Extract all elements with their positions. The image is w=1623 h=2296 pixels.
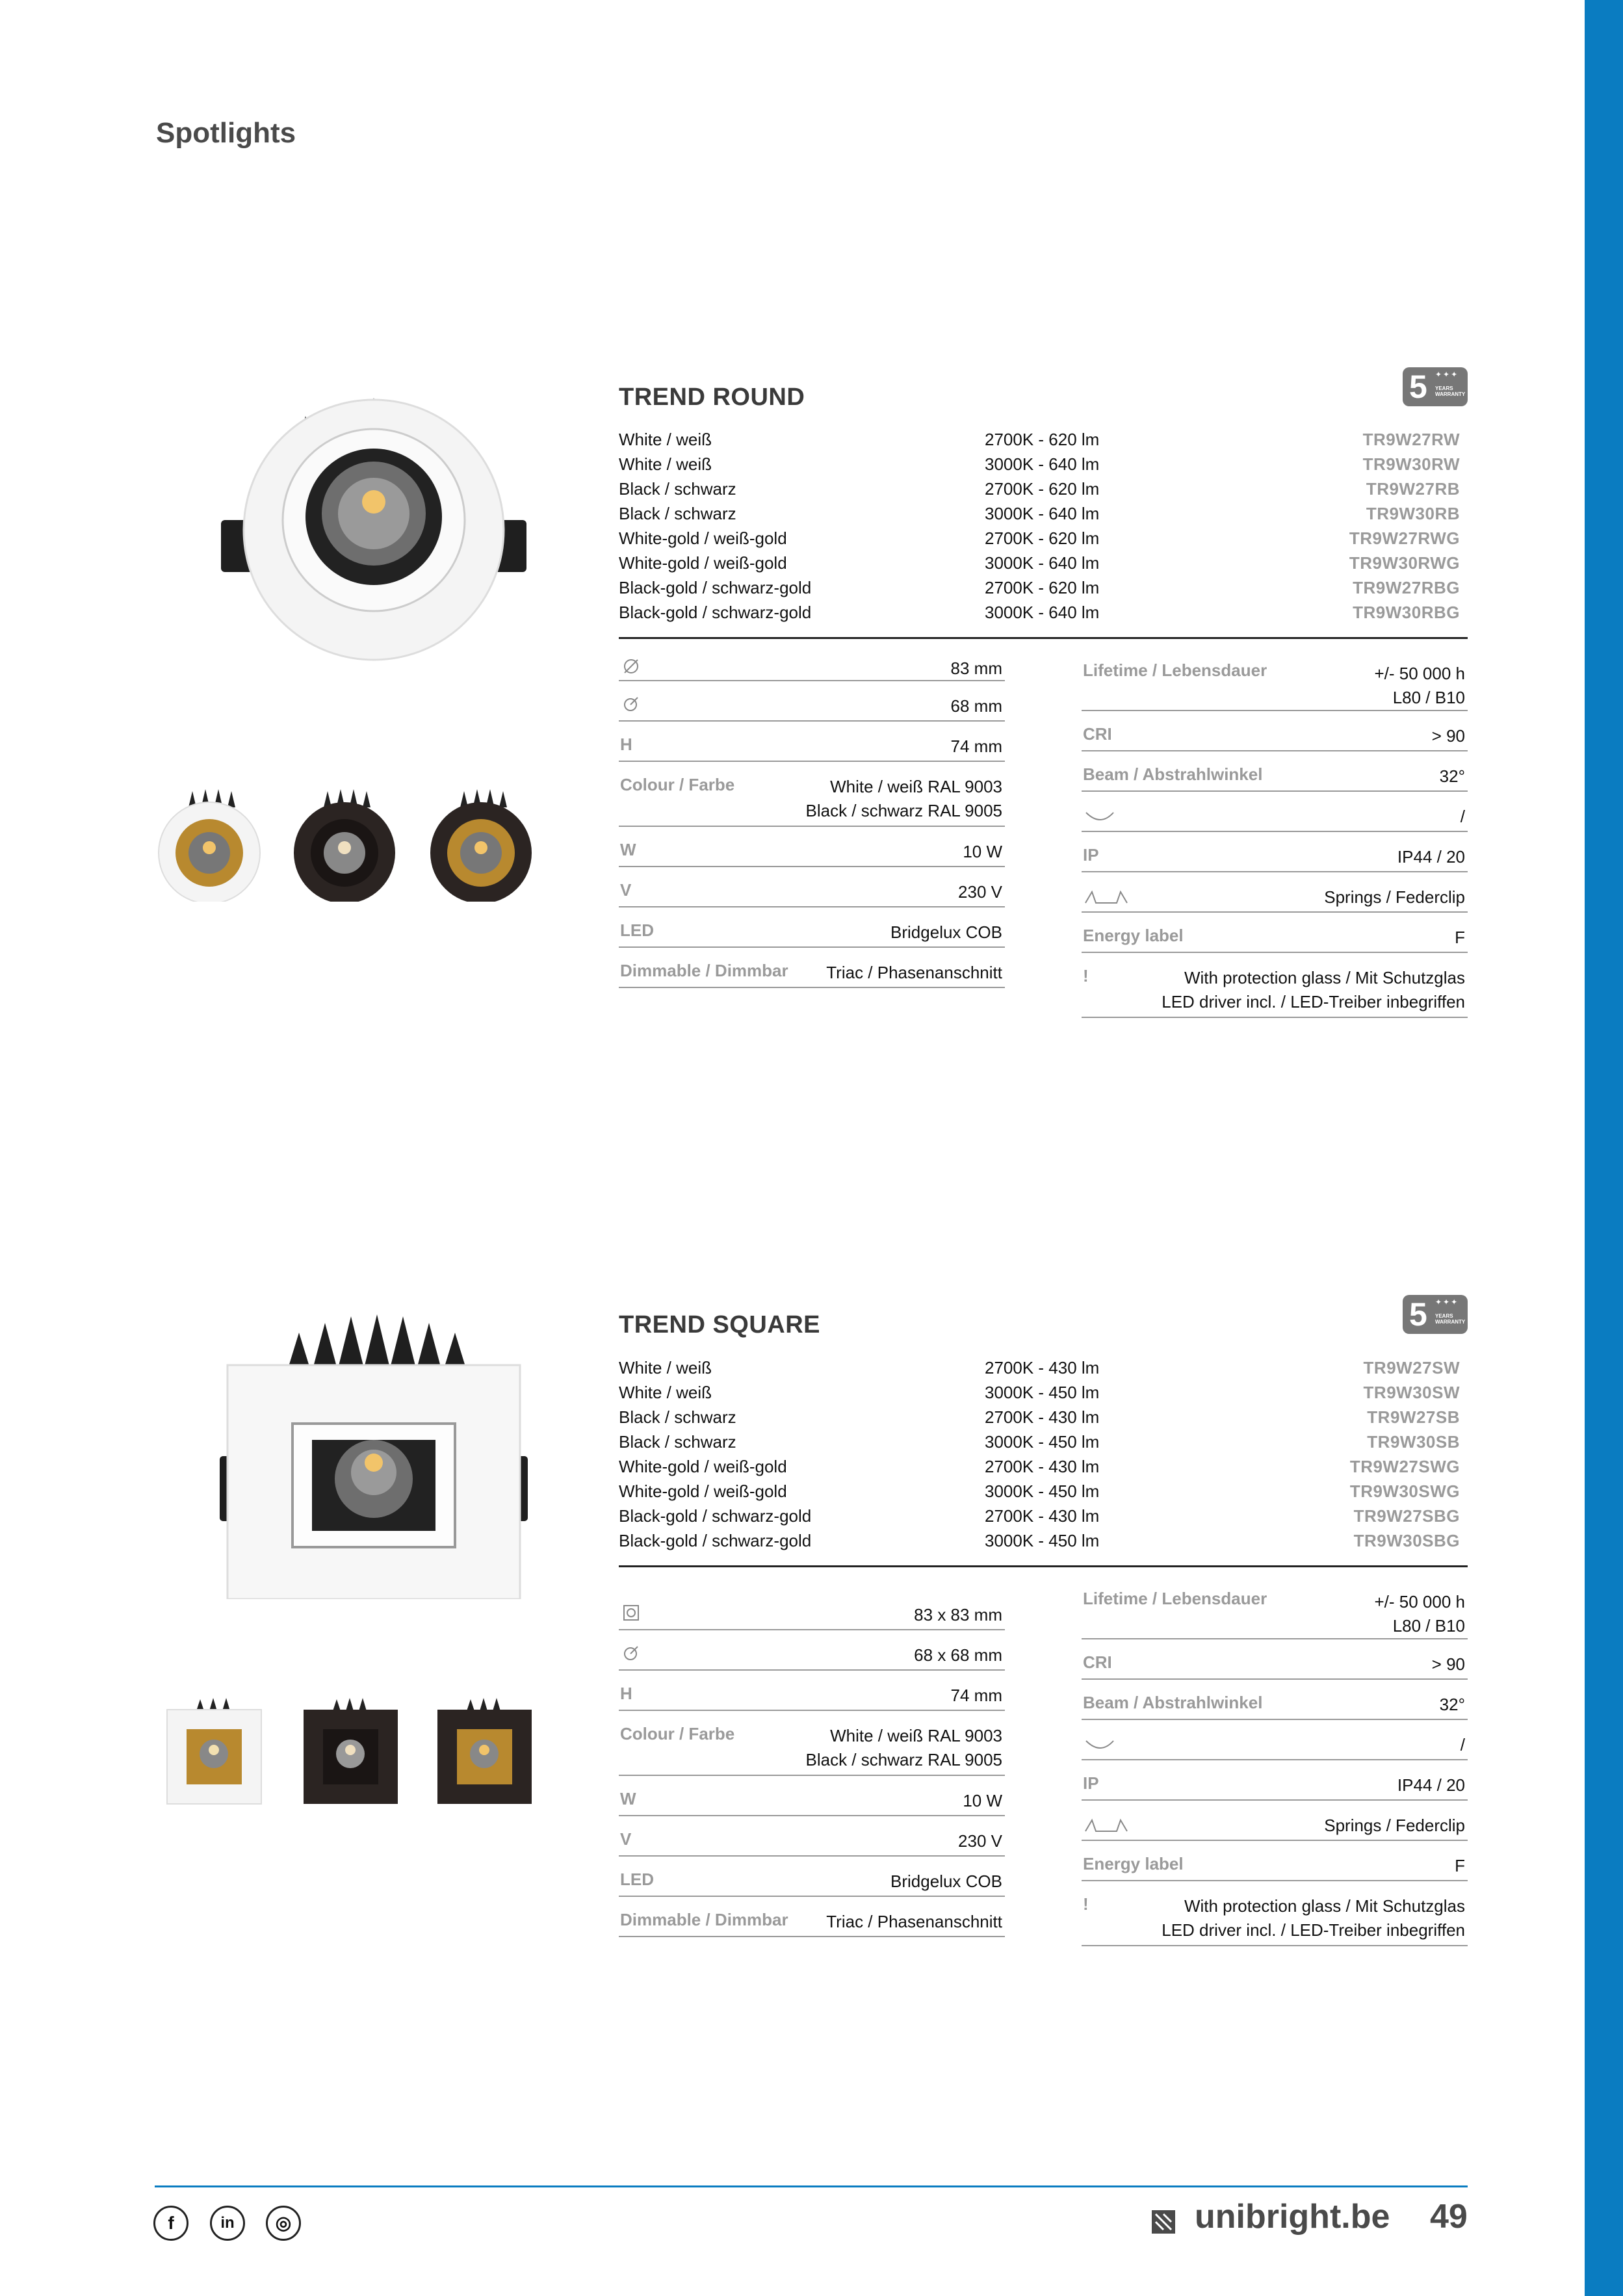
thumbnail-white-gold: [164, 1698, 265, 1805]
product-image-round: [214, 390, 533, 676]
variant-list: [619, 427, 1468, 625]
variant-row: Black-gold / schwarz-gold 3000K - 640 lm TR9W30RBG: [619, 603, 1460, 622]
spec-row-beam: Beam / Abstrahlwinkel 32°: [1082, 751, 1468, 792]
spec-row-cutout: 68 mm: [619, 681, 1005, 722]
spec-row-volt: V 230 V: [619, 867, 1005, 907]
footer-divider: [155, 2185, 1468, 2187]
variant-list: [619, 1355, 1468, 1553]
instagram-icon[interactable]: ◎: [266, 2206, 301, 2241]
spec-row-colour: Colour / Farbe White / weiß RAL 9003 Black / schwarz RAL 9005: [619, 1711, 1005, 1776]
spec-row-mounting: Springs / Federclip: [1082, 872, 1468, 913]
spec-row-dimmable: Dimmable / Dimmbar Triac / Phasenanschnitt: [619, 948, 1005, 988]
variant-row: White / weiß 3000K - 450 lm TR9W30SW: [619, 1383, 1460, 1402]
spec-table-right: [1082, 1584, 1468, 1946]
divider: [619, 637, 1468, 639]
spec-table-right: [1082, 655, 1468, 1018]
spec-row-size: 83 x 83 mm: [619, 1590, 1005, 1630]
divider: [619, 1565, 1468, 1567]
spec-row-cri: CRI > 90: [1082, 1639, 1468, 1680]
warranty-badge: 5 ✦✦✦ YEARS WARRANTY: [1403, 367, 1468, 406]
variant-row: Black-gold / schwarz-gold 3000K - 450 lm TR9W30SBG: [619, 1531, 1460, 1550]
spec-table-left: [619, 650, 1005, 988]
spec-row-colour: Colour / Farbe White / weiß RAL 9003 Black / schwarz RAL 9005: [619, 762, 1005, 827]
mounting-icon: [1084, 1815, 1130, 1834]
tilt-icon: [1084, 1736, 1117, 1755]
variant-row: Black / schwarz 3000K - 450 lm TR9W30SB: [619, 1432, 1460, 1452]
thumbnail-black-gold: [428, 788, 535, 902]
spec-row-diameter: 83 mm: [619, 650, 1005, 681]
variant-row: White-gold / weiß-gold 2700K - 430 lm TR9W27SWG: [619, 1457, 1460, 1476]
spec-row-height: H 74 mm: [619, 1671, 1005, 1711]
product-image-square: [214, 1307, 533, 1599]
square-size-icon: [621, 1603, 641, 1623]
variant-row: Black-gold / schwarz-gold 2700K - 620 lm TR9W27RBG: [619, 578, 1460, 597]
spec-row-ip: IP IP44 / 20: [1082, 832, 1468, 872]
variant-row: White / weiß 2700K - 430 lm TR9W27SW: [619, 1358, 1460, 1377]
spec-row-tilt: /: [1082, 1720, 1468, 1760]
variant-row: White-gold / weiß-gold 3000K - 640 lm TR9W30RWG: [619, 553, 1460, 573]
variant-row: Black / schwarz 3000K - 640 lm TR9W30RB: [619, 504, 1460, 523]
spec-table-left: [619, 1590, 1005, 1937]
spec-row-notes: ! With protection glass / Mit Schutzglas LED driver incl. / LED-Treiber inbegriffen: [1082, 953, 1468, 1018]
cutout-icon: [621, 694, 641, 714]
diameter-icon: [621, 657, 641, 676]
spec-row-lifetime: Lifetime / Lebensdauer +/- 50 000 h L80 / B10: [1082, 1584, 1468, 1639]
spec-row-cutout: 68 x 68 mm: [619, 1630, 1005, 1671]
thumbnail-black: [291, 788, 398, 902]
warranty-badge: 5 ✦✦✦ YEARS WARRANTY: [1403, 1295, 1468, 1334]
thumbnail-black-gold: [434, 1698, 535, 1805]
tilt-icon: [1084, 807, 1117, 827]
page-title: Spotlights: [156, 117, 296, 149]
brand-link[interactable]: unibright.be: [1195, 2198, 1390, 2236]
spec-row-dimmable: Dimmable / Dimmbar Triac / Phasenanschnitt: [619, 1897, 1005, 1937]
product-title: TREND ROUND: [619, 384, 805, 411]
spec-row-mounting: Springs / Federclip: [1082, 1801, 1468, 1841]
spec-row-cri: CRI > 90: [1082, 711, 1468, 751]
spec-row-height: H 74 mm: [619, 722, 1005, 762]
spec-row-tilt: /: [1082, 792, 1468, 832]
spec-row-led: LED Bridgelux COB: [619, 1857, 1005, 1897]
facebook-icon[interactable]: f: [153, 2206, 188, 2241]
blue-sidebar: [1585, 0, 1623, 2296]
spec-row-lifetime: Lifetime / Lebensdauer +/- 50 000 h L80 / B10: [1082, 655, 1468, 711]
product-title: TREND SQUARE: [619, 1311, 821, 1338]
variant-row: White / weiß 3000K - 640 lm TR9W30RW: [619, 454, 1460, 474]
variant-row: White / weiß 2700K - 620 lm TR9W27RW: [619, 430, 1460, 449]
spec-row-watt: W 10 W: [619, 827, 1005, 867]
spec-row-watt: W 10 W: [619, 1776, 1005, 1816]
variant-row: Black-gold / schwarz-gold 2700K - 430 lm TR9W27SBG: [619, 1506, 1460, 1526]
mounting-icon: [1084, 887, 1130, 906]
spec-row-volt: V 230 V: [619, 1816, 1005, 1857]
spec-row-led: LED Bridgelux COB: [619, 907, 1005, 948]
variant-row: White-gold / weiß-gold 2700K - 620 lm TR9W27RWG: [619, 528, 1460, 548]
unibright-logo-icon: [1150, 2209, 1176, 2235]
spec-row-energy: Energy label F: [1082, 913, 1468, 953]
spec-row-beam: Beam / Abstrahlwinkel 32°: [1082, 1680, 1468, 1720]
spec-row-ip: IP IP44 / 20: [1082, 1760, 1468, 1801]
spec-row-notes: ! With protection glass / Mit Schutzglas LED driver incl. / LED-Treiber inbegriffen: [1082, 1881, 1468, 1946]
spec-row-energy: Energy label F: [1082, 1841, 1468, 1881]
thumbnail-white-gold: [156, 788, 263, 902]
variant-row: Black / schwarz 2700K - 430 lm TR9W27SB: [619, 1407, 1460, 1427]
cutout-icon: [621, 1643, 641, 1663]
page-number: 49: [1430, 2198, 1468, 2236]
variant-row: Black / schwarz 2700K - 620 lm TR9W27RB: [619, 479, 1460, 499]
thumbnail-black: [300, 1698, 401, 1805]
variant-row: White-gold / weiß-gold 3000K - 450 lm TR9W30SWG: [619, 1481, 1460, 1501]
linkedin-icon[interactable]: in: [210, 2206, 245, 2241]
